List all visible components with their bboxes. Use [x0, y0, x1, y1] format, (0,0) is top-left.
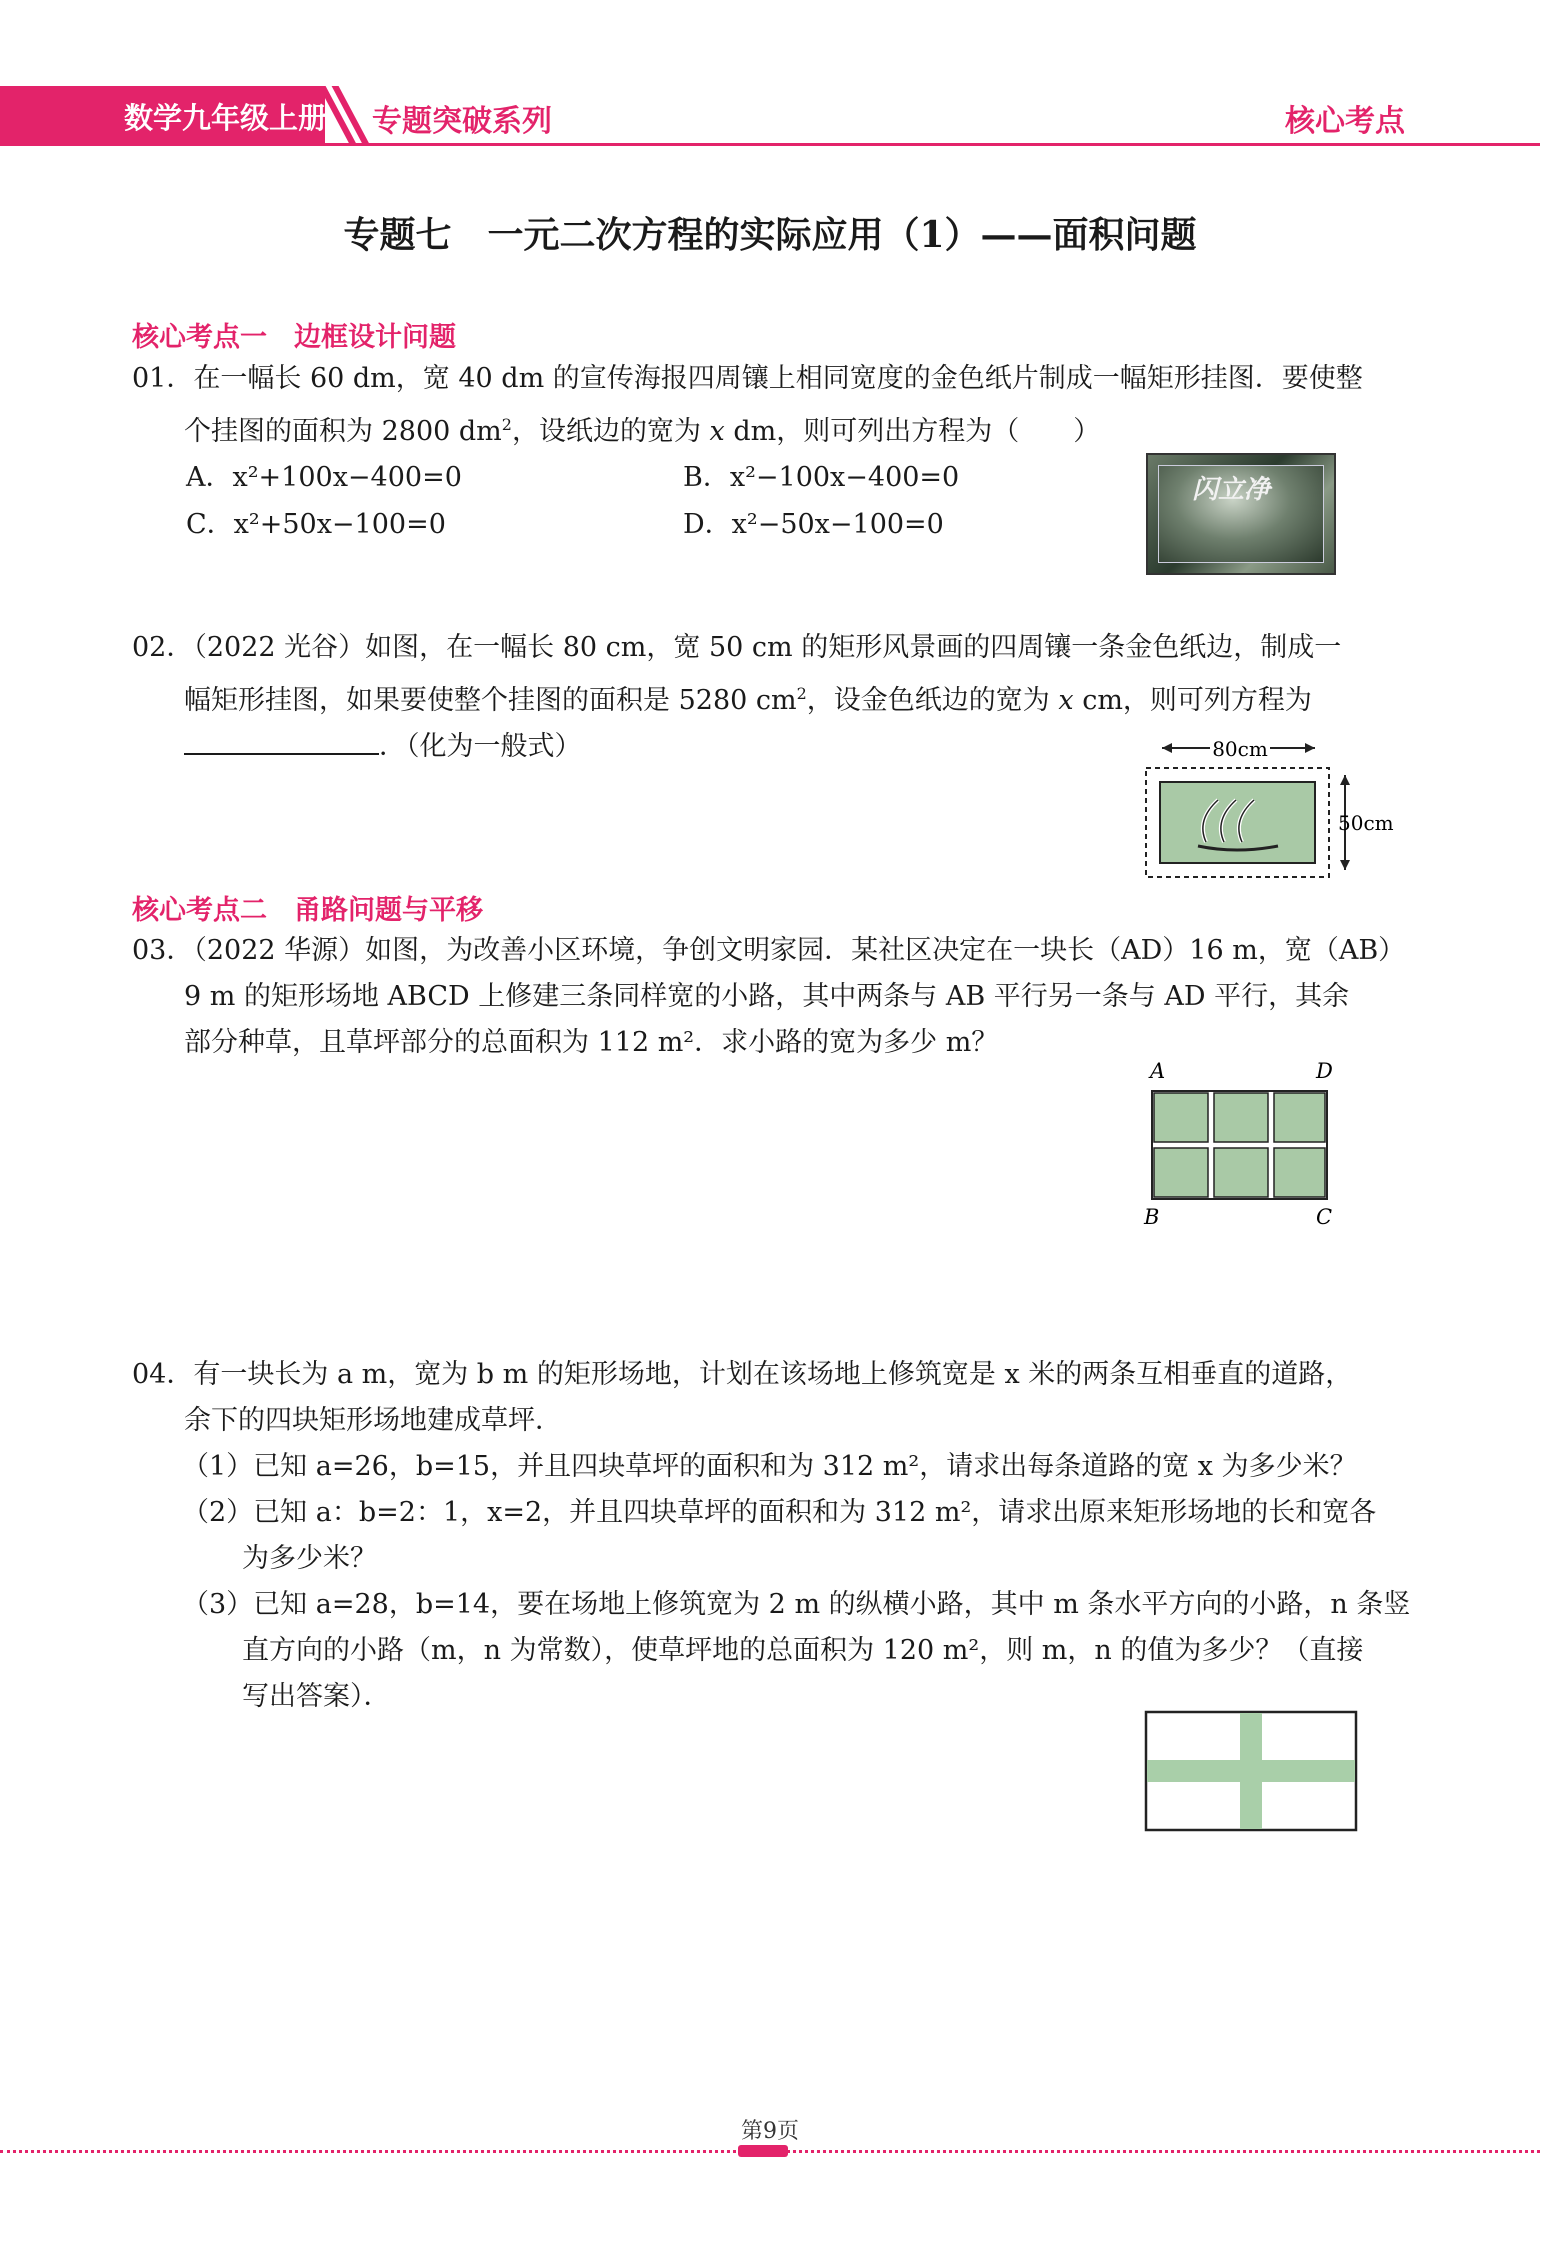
page-number: 第9页 [741, 2119, 799, 2144]
arrow-up-icon [1340, 775, 1350, 785]
question-number: 01． [132, 363, 194, 394]
question-text: 个挂图的面积为 2800 dm [184, 416, 502, 447]
question-1 [132, 356, 1363, 455]
width-label: 80cm [1212, 737, 1268, 761]
poster-brand-logo: 闪立净 [1192, 475, 1271, 505]
answer-blank[interactable] [184, 731, 379, 755]
variable: x [1058, 685, 1074, 716]
arrow-left-icon [1162, 743, 1172, 753]
header-series-label: 专题突破系列 [372, 104, 552, 139]
subquestion-3-cont: 写出答案）． [242, 1681, 391, 1712]
question-text: 9 m 的矩形场地 ABCD 上修建三条同样宽的小路，其中两条与 AB 平行另一条与 AD 平行，其余 [184, 981, 1350, 1012]
question-text: dm，则可列出方程为（ ） [724, 416, 1101, 447]
question-text: 余下的四块矩形场地建成草坪． [184, 1405, 562, 1436]
vertex-label-d: D [1316, 1059, 1333, 1083]
grass-plot [1154, 1093, 1208, 1142]
superscript: 2 [796, 684, 807, 703]
question-text: （2022 光谷）如图，在一幅长 80 cm，宽 50 cm 的矩形风景画的四周镶一条金色纸边，制成一 [193, 632, 1342, 663]
question-4 [132, 1352, 1410, 1720]
grass-plot [1274, 1148, 1325, 1197]
subquestion-3-cont: 直方向的小路（m，n 为常数），使草坪地的总面积为 120 m²，则 m，n 的值为多少？（直接 [242, 1635, 1364, 1666]
option-c[interactable]: C．x²+50x−100=0 [186, 509, 446, 540]
option-b[interactable]: B．x²−100x−400=0 [683, 462, 960, 493]
subquestion-2-cont: 为多少米？ [242, 1543, 377, 1574]
header-core-label: 核心考点 [1285, 104, 1405, 139]
grass-plot [1274, 1093, 1325, 1142]
question-number: 04． [132, 1359, 194, 1390]
section-heading-1: 核心考点一 边框设计问题 [132, 322, 456, 353]
vertex-label-c: C [1316, 1205, 1333, 1229]
question-text: ，设金色纸边的宽为 [806, 685, 1059, 716]
height-label: 50cm [1338, 811, 1394, 835]
grass-plot [1214, 1093, 1268, 1142]
grass-plot [1214, 1148, 1268, 1197]
header-rule [0, 143, 1540, 146]
subquestion-2: （2）已知 a：b=2：1，x=2，并且四块草坪的面积和为 312 m²，请求出原来矩形场地的长和宽各 [182, 1497, 1377, 1528]
option-a[interactable]: A．x²+100x−400=0 [186, 462, 462, 493]
superscript: 2 [501, 415, 512, 434]
header-grade-label: 数学九年级上册 [124, 101, 328, 135]
vertex-label-a: A [1150, 1059, 1166, 1083]
question-text: 幅矩形挂图，如果要使整个挂图的面积是 5280 cm [184, 685, 797, 716]
subquestion-3: （3）已知 a=28，b=14，要在场地上修筑宽为 2 m 的纵横小路，其中 m 条水平方向的小路，n 条竖 [182, 1589, 1411, 1620]
question-text: 在一幅长 60 dm，宽 40 dm 的宣传海报四周镶上相同宽度的金色纸片制成一幅矩形挂图．要使整 [193, 363, 1363, 394]
question-text: ，设纸边的宽为 [511, 416, 710, 447]
question-text: ．（化为一般式） [379, 731, 582, 762]
question-text: 部分种草，且草坪部分的总面积为 112 m²．求小路的宽为多少 m？ [184, 1027, 999, 1058]
question-3 [132, 928, 1405, 1066]
question-number: 02． [132, 632, 194, 663]
question-text: （2022 华源）如图，为改善小区环境，争创文明家园．某社区决定在一块长（AD）16 m，宽（AB） [193, 935, 1406, 966]
landscape-frame-diagram [1140, 730, 1394, 885]
arrow-right-icon [1305, 743, 1315, 753]
question-text: 有一块长为 a m，宽为 b m 的矩形场地，计划在该场地上修筑宽是 x 米的两条互相垂直的道路， [193, 1359, 1353, 1390]
option-d[interactable]: D．x²−50x−100=0 [683, 509, 944, 540]
page-title: 专题七 一元二次方程的实际应用（1）——面积问题 [343, 214, 1197, 256]
vertex-label-b: B [1144, 1205, 1160, 1229]
subquestion-1: （1）已知 a=26，b=15，并且四块草坪的面积和为 312 m²，请求出每条道路的宽 x 为多少米？ [182, 1451, 1357, 1482]
question-number: 03． [132, 935, 194, 966]
footer-accent [738, 2145, 788, 2157]
question-text: cm，则可列方程为 [1073, 685, 1312, 716]
horizontal-road [1147, 1760, 1355, 1782]
cross-roads-diagram [1144, 1710, 1360, 1836]
arrow-down-icon [1340, 860, 1350, 870]
poster-image [1146, 453, 1336, 575]
section-heading-2: 核心考点二 甬路问题与平移 [132, 895, 483, 926]
variable: x [709, 416, 725, 447]
grass-plot [1154, 1148, 1208, 1197]
field-abcd-diagram [1140, 1058, 1360, 1230]
